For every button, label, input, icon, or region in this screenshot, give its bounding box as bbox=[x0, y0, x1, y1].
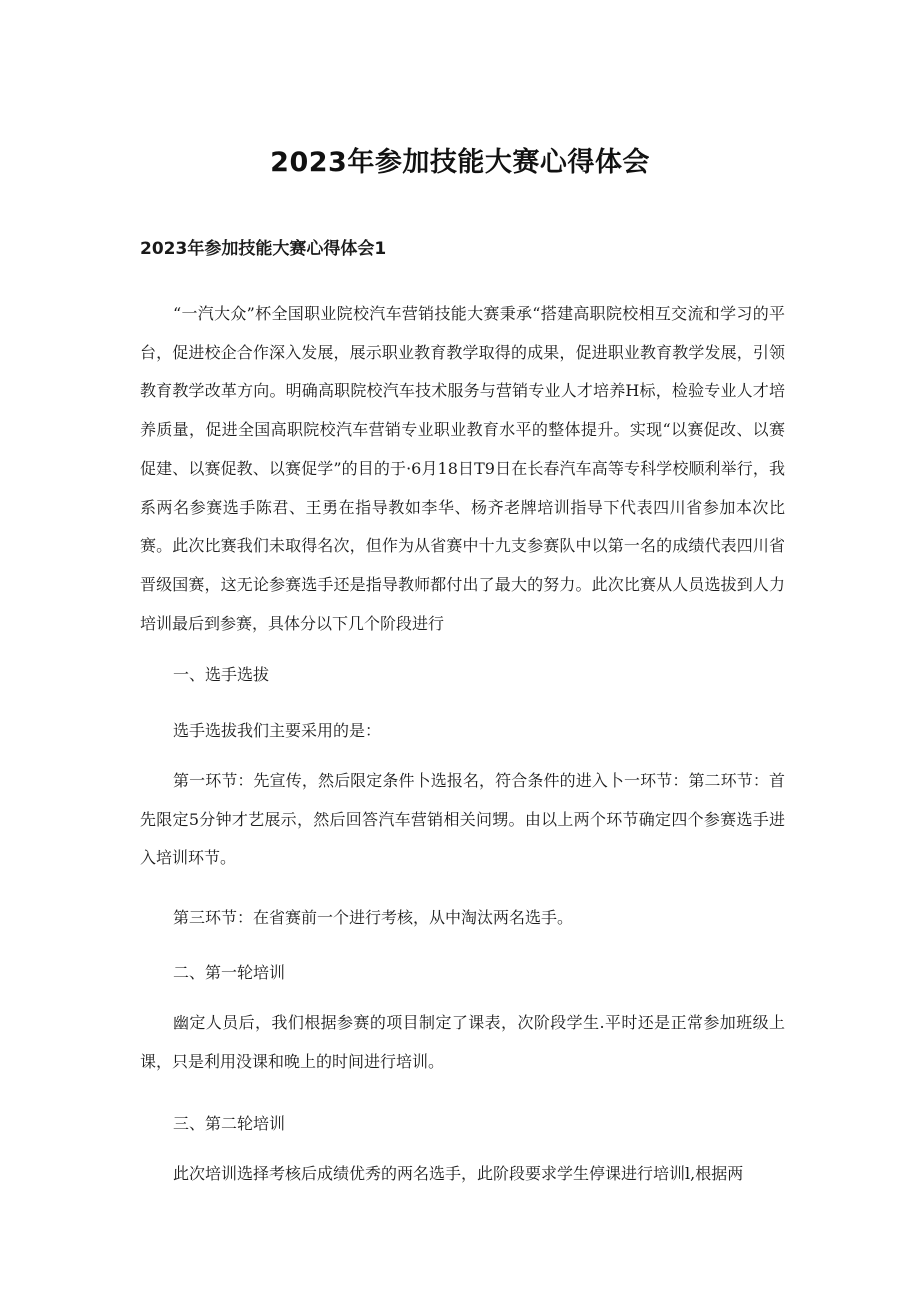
intro-paragraph: “一汽大众”杯全国职业院校汽车营销技能大赛秉承“搭建高职院校相互交流和学习的平台，促进校企合作深入发展，展示职业教育教学取得的成果，促进职业教育教学发展，引领教育教学改革方向。明确高职院校汽车技术服务与营销专业人才培养H标，检验专业人才培养质量，促进全国高职院校汽车营销专业职业教育水平的整体提升。实现“以赛促改、以赛促建、以赛促教、以赛促学”的目的于·6月18日T9日在长春汽车高等专科学校顺利举行，我系两名参赛选手陈君、王勇在指导教如李华、杨齐老牌培训指导下代表四川省参加本次比赛。此次比赛我们未取得名次，但作为从省赛中十九支参赛队中以第一名的成绩代表四川省晋级国赛，这无论参赛选手还是指导教师都付出了最大的努力。此次比赛从人员选拔到人力培训最后到参赛，具体分以下几个阶段进行 bbox=[140, 304, 785, 633]
first-training-body: 幽定人员后，我们根据参赛的项目制定了课表，次阶段学生.平时还是正常参加班级上课，只是利用没课和晚上的时间进行培训。 bbox=[140, 1013, 785, 1071]
section-heading-second-training: 三、第二轮培训 bbox=[173, 1114, 286, 1133]
selection-step-3: 第三环节：在省赛前一个进行考核，从中淘汰两名选手。 bbox=[173, 908, 574, 927]
document-title: 2023年参加技能大赛心得体会 bbox=[270, 147, 650, 178]
selection-steps-1-2: 第一环节：先宣传，然后限定条件卜选报名，符合条件的进入卜一环节：第二环节：首先限定5分钟才艺展示，然后回答汽车营销相关问甥。由以上两个环节确定四个参赛选手进入培训环节。 bbox=[140, 771, 785, 868]
section-heading-first-training: 二、第一轮培训 bbox=[173, 963, 286, 982]
selection-intro: 选手选拔我们主要采用的是： bbox=[173, 721, 382, 740]
section-heading-selection: 一、选手选拔 bbox=[173, 665, 270, 684]
second-training-body: 此次培训选择考核后成绩优秀的两名选手，此阶段要求学生停课进行培训l,根据两 bbox=[173, 1164, 744, 1183]
article-subtitle: 2023年参加技能大赛心得体会1 bbox=[140, 239, 387, 259]
